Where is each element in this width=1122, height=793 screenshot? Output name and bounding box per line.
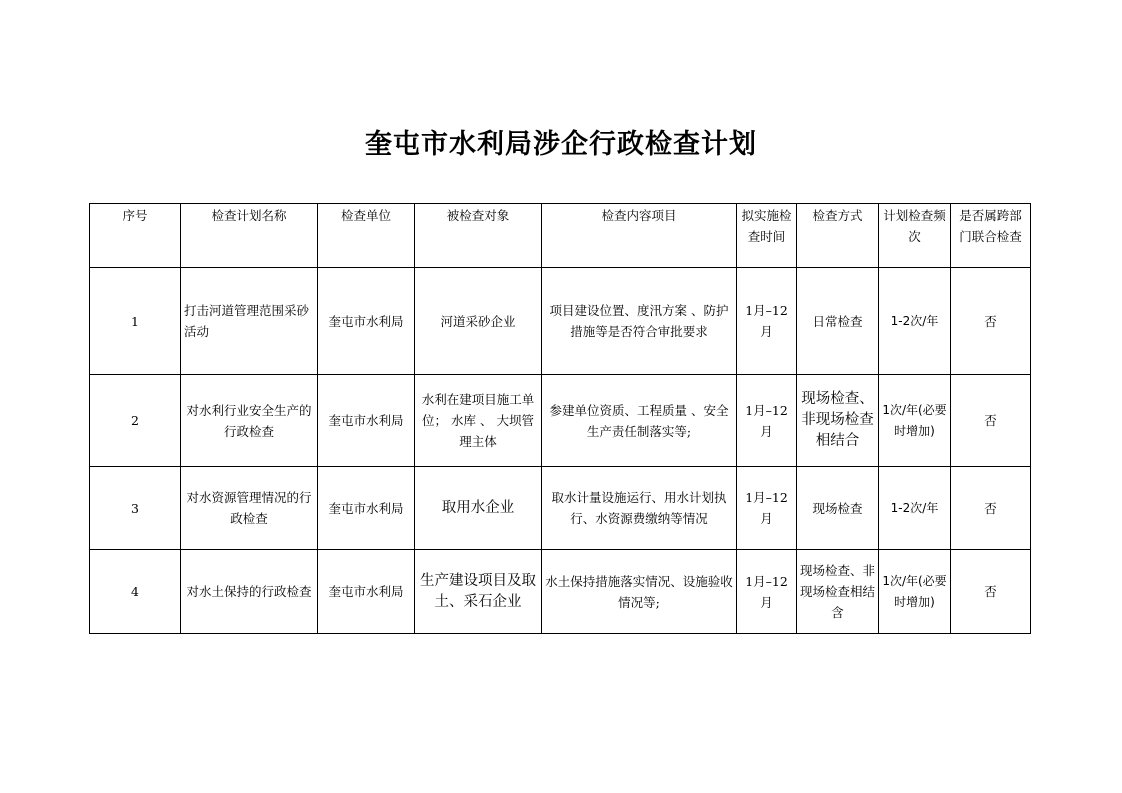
table-row bbox=[90, 375, 1031, 467]
cell-no: 2 bbox=[90, 375, 181, 467]
table-row bbox=[90, 550, 1031, 634]
cell-time: 1月–12月 bbox=[737, 467, 797, 550]
cell-method: 日常检查 bbox=[797, 268, 879, 375]
inspection-plan-table bbox=[89, 203, 1031, 634]
column-header-no: 序号 bbox=[90, 204, 181, 268]
cell-plan-name: 打击河道管理范围采砂活动 bbox=[181, 268, 318, 375]
cell-plan-name: 对水资源管理情况的行政检查 bbox=[181, 467, 318, 550]
cell-joint: 否 bbox=[951, 467, 1031, 550]
cell-content: 项目建设位置、度汛方案 、防护措施等是否符合审批要求 bbox=[542, 268, 737, 375]
cell-target: 取用水企业 bbox=[415, 467, 542, 550]
cell-content: 水土保持措施落实情况、设施验收情况等; bbox=[542, 550, 737, 634]
column-header-target: 被检查对象 bbox=[415, 204, 542, 268]
column-header-time: 拟实施检查时间 bbox=[737, 204, 797, 268]
cell-no: 1 bbox=[90, 268, 181, 375]
cell-unit: 奎屯市水利局 bbox=[318, 268, 415, 375]
cell-time: 1月–12月 bbox=[737, 268, 797, 375]
cell-target: 河道采砂企业 bbox=[415, 268, 542, 375]
cell-content: 参建单位资质、工程质量 、安全生产责任制落实等; bbox=[542, 375, 737, 467]
table-row bbox=[90, 268, 1031, 375]
cell-method: 现场检查、非现场检查相结含 bbox=[797, 550, 879, 634]
cell-joint: 否 bbox=[951, 375, 1031, 467]
cell-method: 现场检查、非现场检查相结合 bbox=[797, 375, 879, 467]
cell-unit: 奎屯市水利局 bbox=[318, 375, 415, 467]
cell-target: 生产建设项目及取土、采石企业 bbox=[415, 550, 542, 634]
column-header-plan-name: 检查计划名称 bbox=[181, 204, 318, 268]
cell-content: 取水计量设施运行、用水计划执行、水资源费缴纳等情况 bbox=[542, 467, 737, 550]
cell-time: 1月–12月 bbox=[737, 550, 797, 634]
cell-unit: 奎屯市水利局 bbox=[318, 467, 415, 550]
column-header-joint: 是否属跨部门联合检查 bbox=[951, 204, 1031, 268]
cell-no: 4 bbox=[90, 550, 181, 634]
table-row bbox=[90, 467, 1031, 550]
cell-time: 1月–12月 bbox=[737, 375, 797, 467]
cell-frequency: 1次/年(必要时增加) bbox=[879, 550, 951, 634]
cell-plan-name: 对水利行业安全生产的行政检查 bbox=[181, 375, 318, 467]
cell-frequency: 1次/年(必要时增加) bbox=[879, 375, 951, 467]
cell-plan-name: 对水土保持的行政检查 bbox=[181, 550, 318, 634]
cell-joint: 否 bbox=[951, 268, 1031, 375]
cell-frequency: 1-2次/年 bbox=[879, 268, 951, 375]
column-header-method: 检查方式 bbox=[797, 204, 879, 268]
cell-target: 水利在建项目施工单位； 水库 、 大坝管理主体 bbox=[415, 375, 542, 467]
page-title: 奎屯市水利局涉企行政检查计划 bbox=[365, 129, 757, 160]
cell-method: 现场检查 bbox=[797, 467, 879, 550]
cell-joint: 否 bbox=[951, 550, 1031, 634]
cell-unit: 奎屯市水利局 bbox=[318, 550, 415, 634]
column-header-unit: 检查单位 bbox=[318, 204, 415, 268]
cell-frequency: 1-2次/年 bbox=[879, 467, 951, 550]
column-header-frequency: 计划检查频次 bbox=[879, 204, 951, 268]
cell-no: 3 bbox=[90, 467, 181, 550]
table-header-row bbox=[90, 204, 1031, 268]
column-header-content: 检查内容项目 bbox=[542, 204, 737, 268]
